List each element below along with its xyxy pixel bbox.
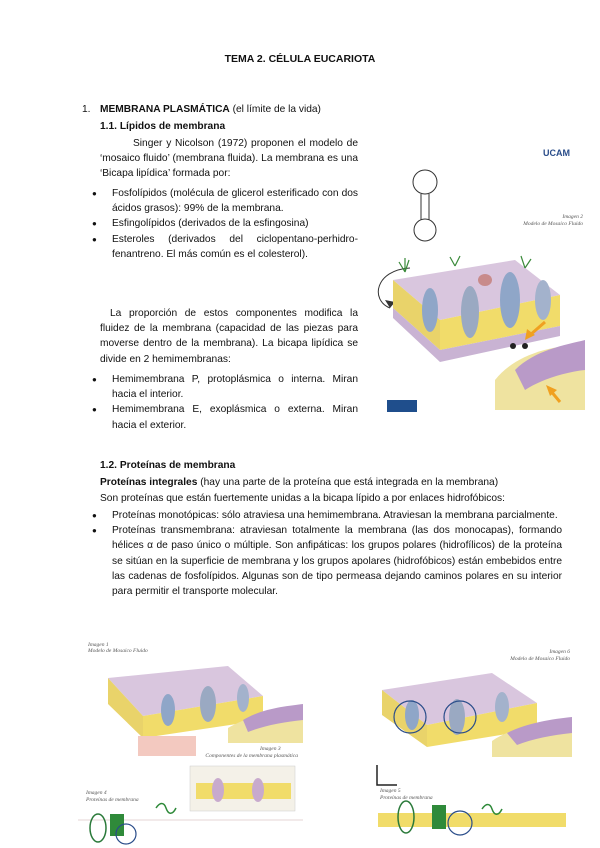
subheading-lipids: 1.1. Lípidos de membrana <box>100 121 226 132</box>
figure-caption-title: Componentes de la membrana plasmática <box>205 753 298 759</box>
section-heading-bold: MEMBRANA PLASMÁTICA <box>100 104 230 115</box>
membrane-collage-right <box>372 645 572 848</box>
list-item: ● Fosfolípidos (molécula de glicerol esterificado con dos ácidos grasos): 99% de la membrana. <box>92 186 358 216</box>
figure-caption-number: Imagen 4 <box>86 790 107 796</box>
figure-bottom-right <box>372 645 572 848</box>
section-number: 1. <box>82 104 91 115</box>
fluid-mosaic-illustration <box>365 140 585 412</box>
hemimembrane-list <box>92 372 358 433</box>
figure-caption-title: Modelo de Mosaico Fluido <box>510 656 570 662</box>
section-heading-rest: (el límite de la vida) <box>229 104 321 115</box>
ucam-logo: UCAM <box>543 148 570 158</box>
list-item: ● Esteroles (derivados del ciclopentano-perhidro-fenantreno. El más común es el colesterol). <box>92 232 358 262</box>
figure-caption-title: Proteínas de membrana <box>86 797 139 803</box>
figure-bottom-left <box>78 638 303 848</box>
figure-caption-number: Imagen 1 <box>88 642 109 648</box>
list-item: ● Hemimembrana E, exoplásmica o externa. Miran hacia el exterior. <box>92 402 358 432</box>
figure-caption-number: Imagen 2 <box>562 214 583 220</box>
list-item: ● Hemimembrana P, protoplásmica o interna. Miran hacia el interior. <box>92 372 358 402</box>
integral-proteins-desc: Son proteínas que están fuertemente unidas a la bicapa lípido a por enlaces hidrofóbicos: <box>100 493 505 504</box>
figure-fluid-mosaic <box>365 140 585 412</box>
figure-caption-number: Imagen 6 <box>549 649 570 655</box>
integral-proteins-rest: (hay una parte de la proteína que está integrada en la membrana) <box>197 477 499 488</box>
figure-caption-title: Modelo de Mosaico Fluido <box>523 221 583 227</box>
paragraph-mosaic-model: Singer y Nicolson (1972) proponen el modelo de ‘mosaico fluido’ (membrana fluida). La membrana es una ‘Bicapa lipídica’ formada por: <box>100 138 358 180</box>
figure-caption-number: Imagen 5 <box>380 788 401 794</box>
integral-proteins-bold: Proteínas integrales <box>100 477 198 488</box>
lipid-list <box>92 186 358 262</box>
list-item: ● Proteínas transmembrana: atraviesan totalmente la membrana (las dos monocapas), formando hélices α de paso único o múltiple. Son anfipáticas: los grupos polares (hidrofílicos) de la proteína se sitúan en la superficie de membrana y los grupos apolares (hidrofóbicos) están embebidos entre las cadenas de fosfolípidos. Algunas son de tipo permeasa dejando caminos polares en su interior para permitir el transporte molecular. <box>92 523 562 599</box>
list-item: ● Proteínas monotópicas: sólo atraviesa una hemimembrana. Atraviesan la membrana parcialmente. <box>92 508 562 523</box>
figure-caption-number: Imagen 3 <box>260 746 281 752</box>
page-title: TEMA 2. CÉLULA EUCARIOTA <box>224 53 376 65</box>
protein-types-list <box>92 508 562 599</box>
section-heading <box>100 102 380 117</box>
paragraph-fluidity: La proporción de estos componentes modifica la fluidez de la membrana (capacidad de las piezas para moverse dentro de la membrana). La bicapa lipídica se divide en 2 hemimembranas: <box>100 308 358 365</box>
subheading-proteins: 1.2. Proteínas de membrana <box>100 460 236 471</box>
figure-caption-title: Proteínas de membrana <box>380 795 433 801</box>
integral-proteins-line <box>100 475 570 490</box>
list-item: ● Esfingolípidos (derivados de la esfingosina) <box>92 216 358 231</box>
figure-caption-title: Modelo de Mosaico Fluido <box>88 648 148 654</box>
membrane-collage-left <box>78 638 303 848</box>
